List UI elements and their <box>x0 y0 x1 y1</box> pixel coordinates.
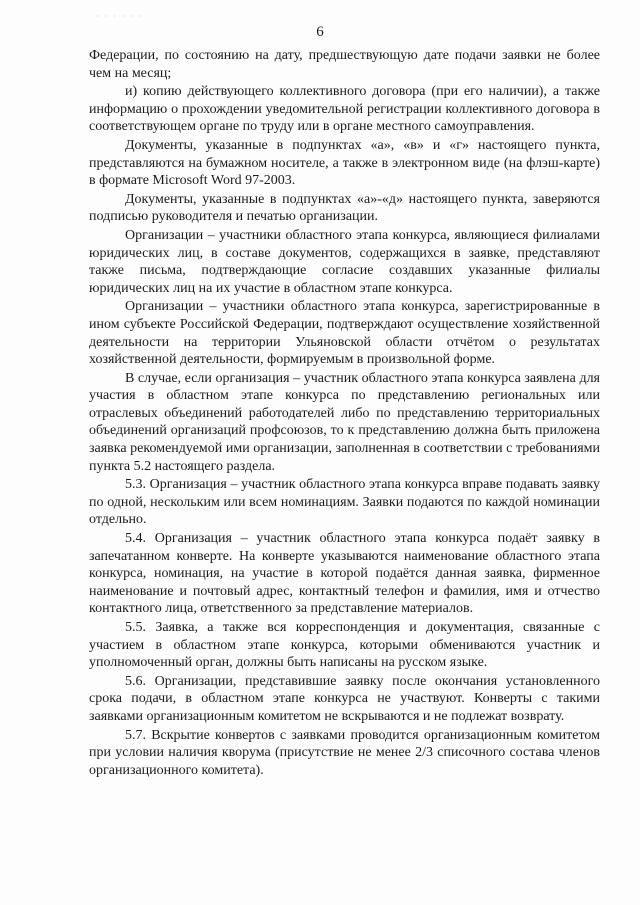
page-number: 6 <box>316 24 324 40</box>
paragraph-item-i: и) копию действующего коллективного договора (при его наличии), а также информацию о прохождении уведомительной регистрации коллективного договора в соответствующем органе по труду или в органе местного самоуправления. <box>89 84 600 135</box>
paragraph-5-3: 5.3. Организация – участник областного этапа конкурса вправе подавать заявку по одной, нескольким или всем номинациям. Заявки подаются по каждой номинации отдельно. <box>89 477 600 528</box>
paragraph: Организации – участники областного этапа конкурса, являющиеся филиалами юридических лиц, в составе документов, содержащихся в заявке, представляют также письма, подтверждающие согласие создавших указанные филиалы юридических лиц на их участие в областном этапе конкурса. <box>89 227 600 296</box>
paragraph: В случае, если организация – участник областного этапа конкурса заявлена для участия в областном этапе конкурса по представлению региональных или отраслевых объединений работодателей либо по представлению территориальных объединений организаций профсоюзов, то к представлению должна быть приложена заявка рекомендуемой ими организации, заполненная в соответствии с требованиями пункта 5.2 настоящего раздела. <box>89 370 600 474</box>
paragraph: Документы, указанные в подпунктах «а»-«д» настоящего пункта, заверяются подписью руководителя и печатью организации. <box>89 191 600 225</box>
paragraph: Документы, указанные в подпунктах «а», «в» и «г» настоящего пункта, представляются на бумажном носителе, а также в электронном виде (на флэш-карте) в формате Microsoft Word 97-2003. <box>89 137 600 189</box>
paragraph-5-7: 5.7. Вскрытие конвертов с заявками проводится организационным комитетом при условии наличия кворума (присутствие не менее 2/3 списочного состава членов организационного комитета). <box>89 727 600 778</box>
paragraph-5-6: 5.6. Организации, представившие заявку после окончания установленного срока подачи, в областном этапе конкурса не участвуют. Конверты с такими заявками организационным комитетом не вскрываются и не подлежат возврату. <box>89 673 600 724</box>
paragraph-continuation: Федерации, по состоянию на дату, предшествующую дате подачи заявки не более чем на месяц; <box>89 48 600 81</box>
paragraph: Организации – участники областного этапа конкурса, зарегистрированные в ином субъекте Российской Федерации, подтверждают осуществление хозяйственной деятельности на территории Ульяновской области отчётом о результатах хозяйственной деятельности, формируемым в произвольной форме. <box>89 299 600 368</box>
scan-marks: · · · · · · <box>96 12 144 21</box>
document-body <box>89 47 600 780</box>
paragraph-5-5: 5.5. Заявка, а также вся корреспонденция и документация, связанные с участием в областном этапе конкурса, которыми обмениваются участник и уполномоченный орган, должны быть написаны на русском языке. <box>89 620 600 671</box>
paragraph-5-4: 5.4. Организация – участник областного этапа конкурса подаёт заявку в запечатанном конверте. На конверте указываются наименование областного этапа конкурса, номинация, на участие в которой подаётся данная заявка, фирменное наименование и почтовый адрес, контактный телефон и фамилия, имя и отчество контактного лица, ответственного за представление материалов. <box>89 531 600 617</box>
